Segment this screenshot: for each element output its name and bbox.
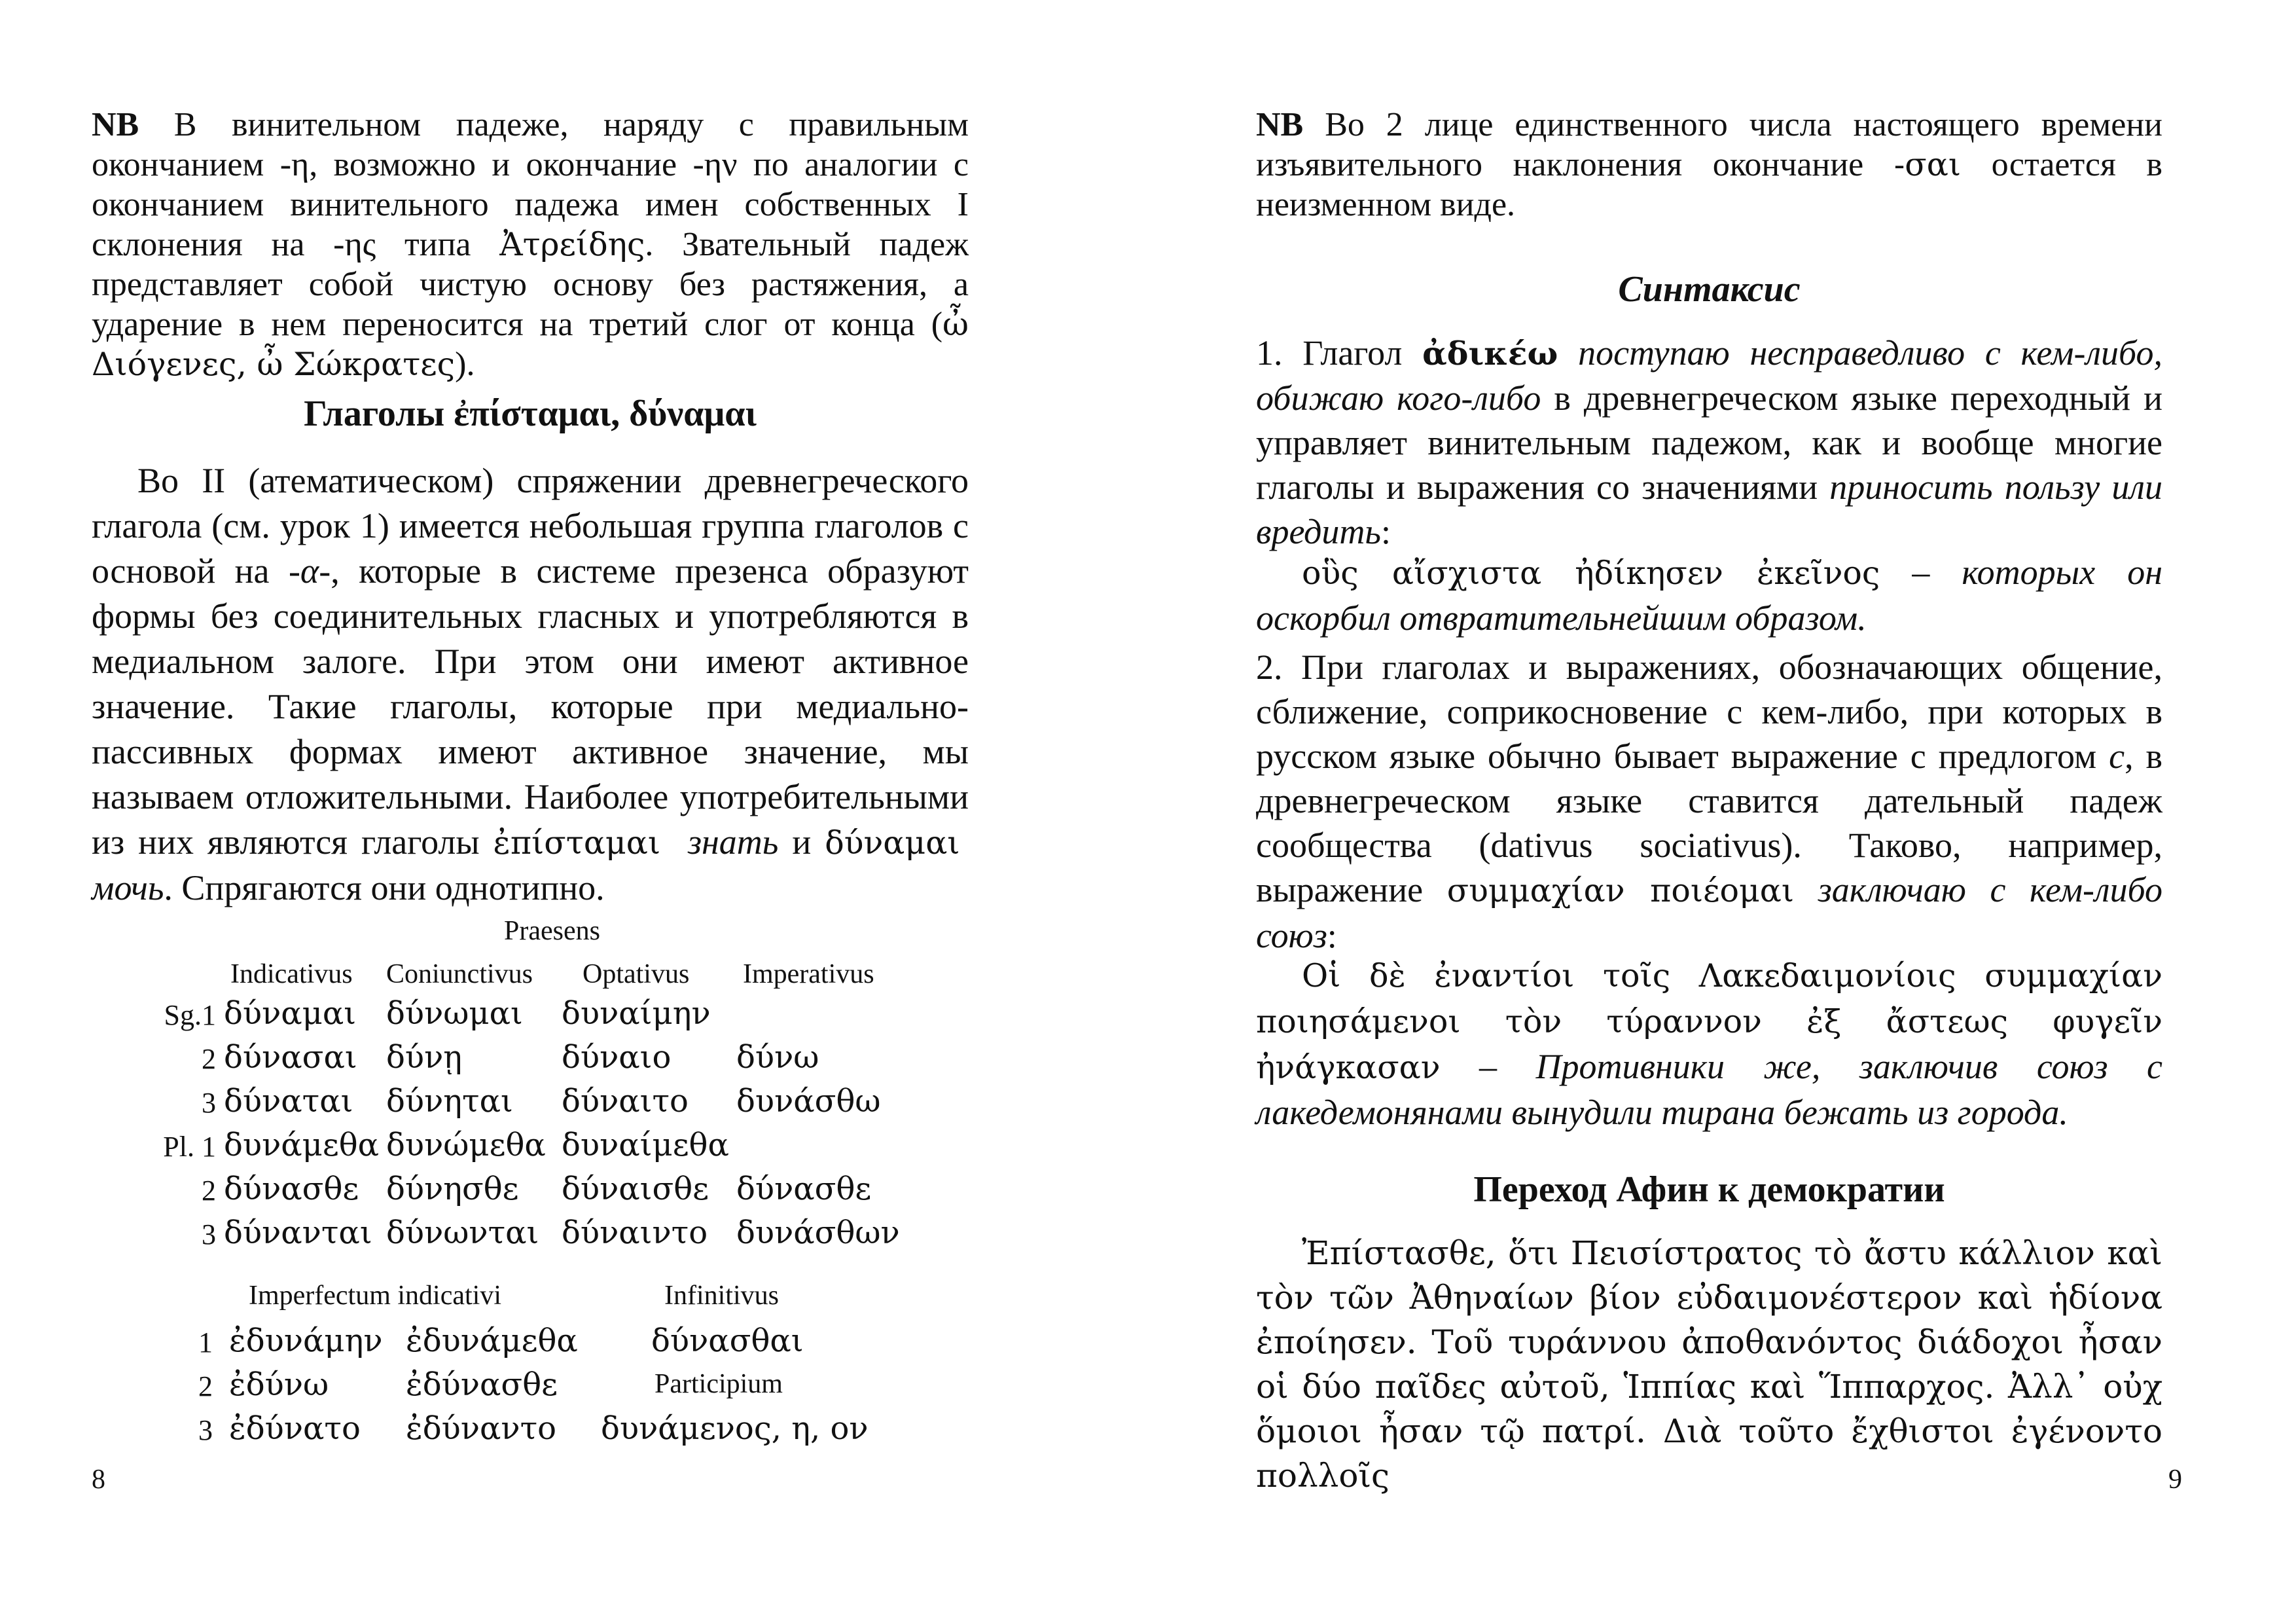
table-caption: Imperfectum indicativi bbox=[249, 1281, 502, 1311]
table-cell: δύναιτο bbox=[562, 1083, 689, 1120]
table-cell: δύνῃ bbox=[386, 1039, 463, 1076]
table-cell: ἐδύναντο bbox=[406, 1410, 557, 1447]
rule-text: , в древнегреческом языке ставится дательный падеж сообщества (dativus sociativus). Таково, например, выражение bbox=[1256, 737, 2163, 909]
table-cell: δυναίμην bbox=[562, 995, 711, 1032]
section-paragraph bbox=[92, 458, 969, 911]
row-label: 2 bbox=[202, 1175, 216, 1207]
reading-heading: Переход Афин к демократии bbox=[1473, 1169, 1945, 1210]
column-header: Imperativus bbox=[743, 959, 874, 989]
column-header: Coniunctivus bbox=[386, 959, 533, 989]
table-cell: δύνασαι bbox=[224, 1039, 357, 1076]
paragraph-text: , которые в системе презенса образуют формы без соединительных гласных и употребляются в медиальном залоге. При этом они имеют активное значение. Такие глаголы, которые при медиально-пассивных формах имеют активное значение, мы называем отложительными. Наиболее употребительными из них являются глаголы bbox=[92, 551, 969, 862]
greek-verb: ἀδικέω bbox=[1422, 335, 1558, 373]
nb-note bbox=[92, 105, 969, 384]
table-caption: Participium bbox=[655, 1369, 783, 1399]
greek-verb: ἐπίσταμαι bbox=[493, 824, 661, 862]
table-cell: ἐδυνάμην bbox=[229, 1322, 383, 1359]
row-label: Pl. 1 bbox=[163, 1131, 216, 1163]
table-cell: δύνησθε bbox=[386, 1171, 519, 1207]
nb-text: ). bbox=[455, 346, 475, 383]
example-translation: Противники же, заключив союз с лакедемонянами вынудили тирана бежать из города. bbox=[1256, 1047, 2162, 1132]
column-header: Indicativus bbox=[230, 959, 353, 989]
table-cell: δύναται bbox=[224, 1083, 353, 1120]
example-dash: – bbox=[1880, 553, 1962, 592]
nb-text: остается в неизменном виде. bbox=[1256, 146, 2162, 223]
rule-text: 1. Глагол bbox=[1256, 333, 1423, 373]
table-cell: δύνηται bbox=[386, 1083, 513, 1120]
table-cell: ἐδύνασθε bbox=[406, 1366, 558, 1403]
example bbox=[1256, 550, 2162, 640]
table-cell: δύνασθε bbox=[224, 1171, 359, 1207]
nb-text: В винительном падеже, наряду с правильным окончанием -η, возможно и окончание -ην по аналогии с окончанием винительного падежа имен собственных I склонения на -ης типа bbox=[92, 106, 969, 263]
table-cell: δύναμαι bbox=[224, 995, 357, 1032]
row-label: 3 bbox=[198, 1414, 213, 1446]
table-cell: δυνάσθω bbox=[736, 1083, 881, 1120]
row-label: Sg.1 bbox=[164, 999, 216, 1031]
right-page bbox=[1148, 0, 2296, 1623]
meaning-term: приносить пользу или вредить bbox=[1256, 467, 2162, 551]
page-number: 9 bbox=[2168, 1465, 2182, 1495]
table-cell: δύνω bbox=[736, 1039, 819, 1076]
table-caption: Infinitivus bbox=[664, 1281, 779, 1311]
rule-text: в древнегреческом языке переходный и управляет винительным падежом, как и вообще многие глаголы и выражения со значениями bbox=[1256, 378, 2162, 507]
nb-note bbox=[1256, 105, 2162, 225]
table-cell: δύνωμαι bbox=[386, 995, 523, 1032]
row-label: 2 bbox=[202, 1043, 216, 1075]
nb-marker: NB bbox=[1256, 106, 1304, 143]
paragraph-text: Во II (атематическом) спряжении древнегреческого глагола (см. урок 1) имеется небольшая группа глаголов с основой на bbox=[92, 461, 969, 591]
rule-text: 2. При глаголах и выражениях, обозначающих общение, сближение, соприкосновение с кем-либо, при которых в русском языке обычно бывает выражение с предлогом bbox=[1256, 647, 2162, 776]
table-cell: δυνάμεθα bbox=[224, 1127, 380, 1163]
table-cell: δύνασθε bbox=[736, 1171, 872, 1207]
nb-text: Во 2 лице единственного числа настоящего времени изъявительного наклонения окончание bbox=[1256, 106, 2162, 183]
greek-phrase: συμμαχίαν ποιέομαι bbox=[1446, 872, 1795, 909]
syntax-rule bbox=[1256, 645, 2162, 958]
nb-greek-name: Ἀτρείδης bbox=[499, 226, 645, 263]
table-cell: ἐδύνατο bbox=[229, 1410, 361, 1447]
syntax-rule bbox=[1256, 331, 2162, 554]
table-cell: ἐδυνάμεθα bbox=[406, 1322, 578, 1359]
table-cell: δυνώμεθα bbox=[386, 1127, 546, 1163]
row-label: 3 bbox=[202, 1218, 216, 1250]
participle-form: δυνάμενος, η, ον bbox=[601, 1410, 869, 1447]
paragraph-text: и bbox=[778, 822, 825, 862]
example bbox=[1256, 953, 2162, 1135]
table-cell: δύναισθε bbox=[562, 1171, 709, 1207]
phrase-gloss: заключаю с кем-либо союз bbox=[1256, 870, 2163, 955]
example-greek: Οἱ δὲ ἐναντίοι τοῖς Λακεδαιμονίοις συμμαχίαν ποιησάμενοι τὸν τύραννον ἐξ ἄστεως φυγεῖν ἠνάγκασαν bbox=[1256, 957, 2162, 1086]
section-heading: Синтаксис bbox=[1618, 269, 1801, 310]
nb-greek-vocative: ὦ Διόγενες, ὦ Σώκρατες bbox=[92, 306, 969, 383]
column-header: Optativus bbox=[583, 959, 690, 989]
table-cell: δύνανται bbox=[224, 1214, 372, 1251]
row-label: 1 bbox=[198, 1326, 213, 1359]
nb-ending: -σαι bbox=[1893, 146, 1962, 183]
stem-term: -α- bbox=[288, 551, 331, 591]
table-cell: δύνωνται bbox=[386, 1214, 539, 1251]
row-label: 2 bbox=[198, 1370, 213, 1402]
example-dash: – bbox=[1440, 1047, 1536, 1086]
table-cell: δύναιο bbox=[562, 1039, 672, 1076]
reading-text: Ἐπίστασθε, ὅτι Πεισίστρατος τὸ ἄστυ κάλλιον καὶ τὸν τῶν Ἀθηναίων βίον εὐδαιμονέστερον καὶ ἡδίονα ἐποίησεν. Τοῦ τυράννου ἀποθανόντος διάδοχοι ἦσαν οἱ δύο παῖδες αὐτοῦ, Ἱππίας καὶ Ἵππαρχος. Ἀλλ᾽ οὐχ ὅμοιοι ἦσαν τῷ πατρί. Διὰ τοῦτο ἔχθιστοι ἐγένοντο πολλοῖς bbox=[1256, 1234, 2162, 1495]
row-label: 3 bbox=[202, 1087, 216, 1119]
verb-gloss: мочь bbox=[92, 868, 164, 907]
paragraph-text: . Спрягаются они однотипно. bbox=[164, 868, 605, 907]
table-cell: δυναίμεθα bbox=[562, 1127, 729, 1163]
table-cell: ἐδύνω bbox=[229, 1366, 329, 1403]
rule-text: : bbox=[1380, 512, 1391, 551]
example-translation: которых он оскорбил отвратительнейшим образом. bbox=[1256, 553, 2162, 638]
table-cell: δύναιντο bbox=[562, 1214, 708, 1251]
preposition-term: с bbox=[2109, 737, 2125, 776]
page-number: 8 bbox=[92, 1465, 105, 1495]
table-caption: Praesens bbox=[504, 916, 600, 946]
greek-verb: δύναμαι bbox=[825, 824, 960, 862]
infinitive-form: δύνασθαι bbox=[651, 1322, 804, 1359]
rule-text: : bbox=[1327, 916, 1337, 955]
section-heading: Глаголы ἐπίσταμαι, δύναμαι bbox=[304, 393, 757, 434]
example-greek: οὓς αἴσχιστα ἠδίκησεν ἐκεῖνος bbox=[1302, 555, 1880, 592]
nb-marker: NB bbox=[92, 106, 139, 143]
nb-text: . Звательный падеж представляет собой чистую основу без растяжения, а ударение в нем переносится на третий слог от конца ( bbox=[92, 226, 969, 343]
table-cell: δυνάσθων bbox=[736, 1214, 900, 1251]
verb-gloss: знать bbox=[687, 822, 779, 862]
verb-gloss: поступаю несправедливо с кем-либо, обижаю кого-либо bbox=[1256, 333, 2162, 418]
